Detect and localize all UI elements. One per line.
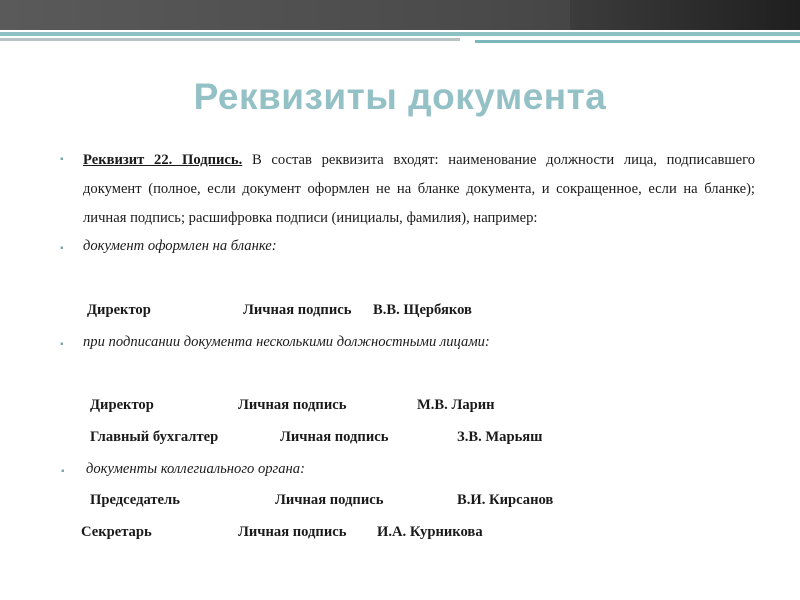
example-signature: Личная подпись — [238, 524, 347, 540]
bullet-icon: ▪ — [61, 466, 65, 477]
decorative-line-teal-short — [475, 40, 800, 43]
example-name: М.В. Ларин — [417, 397, 495, 413]
example-name: З.В. Марьяш — [457, 429, 543, 445]
example-position: Главный бухгалтер — [90, 429, 219, 445]
example-signature: Личная подпись — [243, 302, 352, 318]
decorative-line-teal — [0, 32, 800, 36]
bullet-icon: ▪ — [60, 339, 64, 350]
bullet-item-collegial-body: документы коллегиального органа: — [86, 461, 305, 477]
intro-lead: Реквизит 22. Подпись. — [83, 152, 243, 168]
bullet-icon: ▪ — [60, 243, 64, 254]
bullet-item-multiple-signers: при подписании документа несколькими должностными лицами: — [83, 334, 490, 350]
example-position: Секретарь — [81, 524, 152, 540]
intro-paragraph — [83, 146, 755, 233]
example-signature: Личная подпись — [280, 429, 389, 445]
example-signature: Личная подпись — [238, 397, 347, 413]
example-position: Директор — [90, 397, 154, 413]
example-signature: Личная подпись — [275, 492, 384, 508]
bullet-item-letterhead: документ оформлен на бланке: — [83, 238, 277, 254]
bullet-icon: ▪ — [60, 154, 64, 165]
example-position: Председатель — [90, 492, 180, 508]
decorative-line-grey — [0, 38, 460, 41]
header-bar-dark-segment — [570, 0, 800, 30]
example-name: В.В. Щербяков — [373, 302, 472, 318]
slide-title: Реквизиты документа — [193, 76, 607, 117]
intro-text: В состав реквизита входят: наименование должности лица, подписавшего документ (полное, если документ оформлен не на бланке документа, и сокращенное, если на бланке); личная подпись; расшифровка подписи (инициалы, фамилия), например: — [83, 152, 755, 226]
example-name: В.И. Кирсанов — [457, 492, 554, 508]
example-name: И.А. Курникова — [377, 524, 483, 540]
example-position: Директор — [87, 302, 151, 318]
